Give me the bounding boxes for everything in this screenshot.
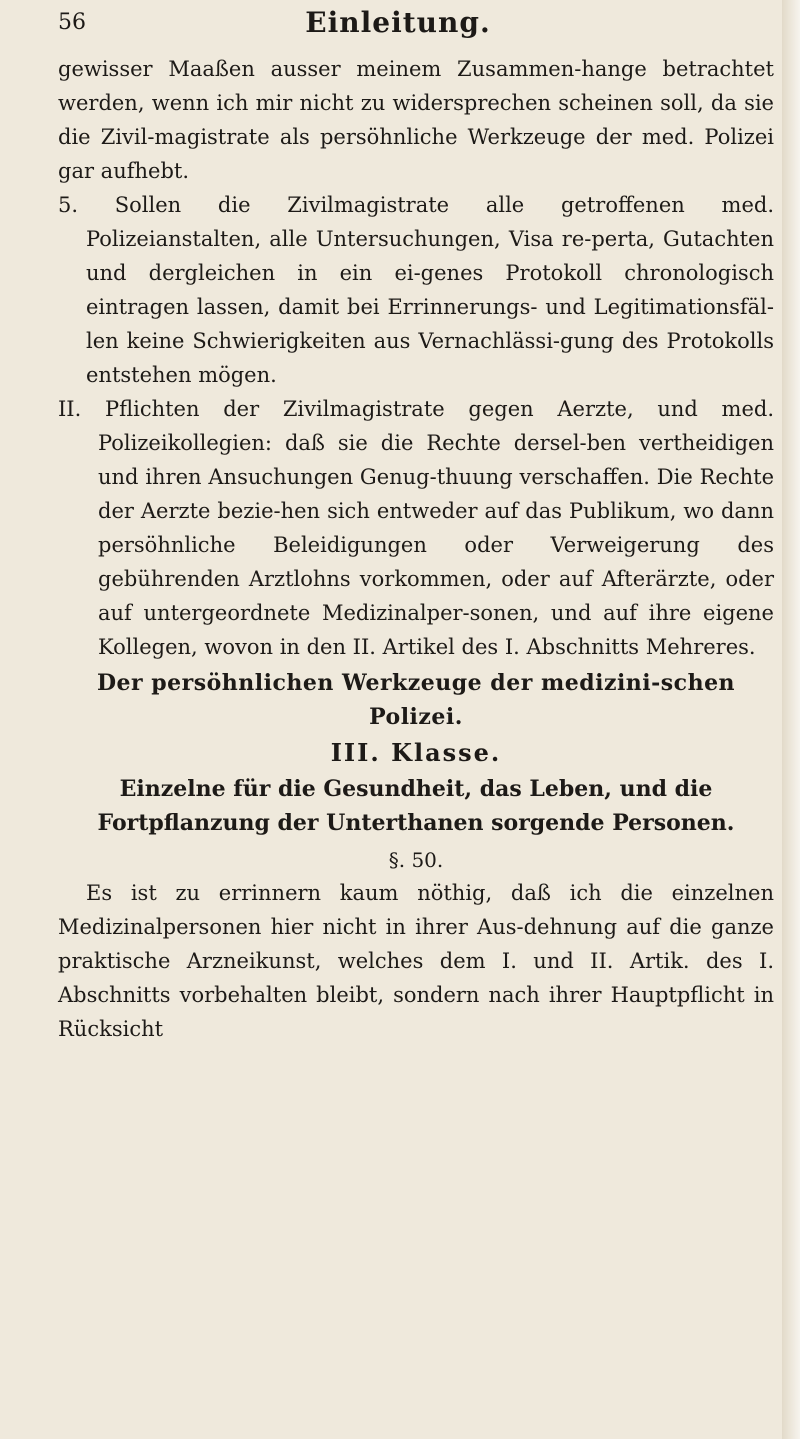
section-title: Der persöhnlichen Werkzeuge der medizini-schen Polizei. <box>96 670 736 730</box>
page-number: 56 <box>58 10 86 35</box>
running-header <box>58 6 738 46</box>
running-title: Einleitung. <box>305 6 491 39</box>
section-subtitle: Einzelne für die Gesundheit, das Leben, und die Fortpflanzung der Unterthanen sorgende Personen. <box>97 776 735 836</box>
paragraph-number: §. 50. <box>388 848 444 872</box>
page-edge-shadow <box>782 0 800 1439</box>
list-item-II: II. Pflichten der Zivilmagistrate gegen Aerzte, und med. Polizeikollegien: daß sie die Rechte dersel-ben vertheidigen und ihren Ansuchungen Genug-thuung verschaffen. Die Rechte der Aerzte bezie-hen sich entweder auf das Publikum, wo dann persöhnliche Beleidigungen oder Verweigerung des gebührenden Arztlohns vorkommen, oder auf Afterärzte, oder auf untergeordnete Medizinalper-sonen, und auf ihre eigene Kollegen, wovon in den II. Artikel des I. Abschnitts Mehreres. <box>58 397 774 659</box>
class-heading: III. Klasse. <box>330 738 502 767</box>
continuation-paragraph: gewisser Maaßen ausser meinem Zusammen-hange betrachtet werden, wenn ich mir nicht zu widersprechen scheinen soll, da sie die Zivil-magistrate als persöhnliche Werkzeuge der med. Polizei gar aufhebt. <box>58 57 774 183</box>
list-item-5: 5. Sollen die Zivilmagistrate alle getroffenen med. Polizeianstalten, alle Untersuchungen, Visa re-perta, Gutachten und dergleichen in ein ei-genes Protokoll chronologisch eintragen lassen, damit bei Errinnerungs- und Legitimationsfäl-len keine Schwierigkeiten aus Vernachlässi-gung des Protokolls entstehen mögen. <box>58 193 774 387</box>
closing-paragraph: Es ist zu errinnern kaum nöthig, daß ich die einzelnen Medizinalpersonen hier nicht in ihrer Aus-dehnung auf die ganze praktische Arzneikunst, welches dem I. und II. Artik. des I. Abschnitts vorbehalten bleibt, sondern nach ihrer Hauptpflicht in Rücksicht <box>58 881 774 1041</box>
page-text <box>58 52 774 1046</box>
